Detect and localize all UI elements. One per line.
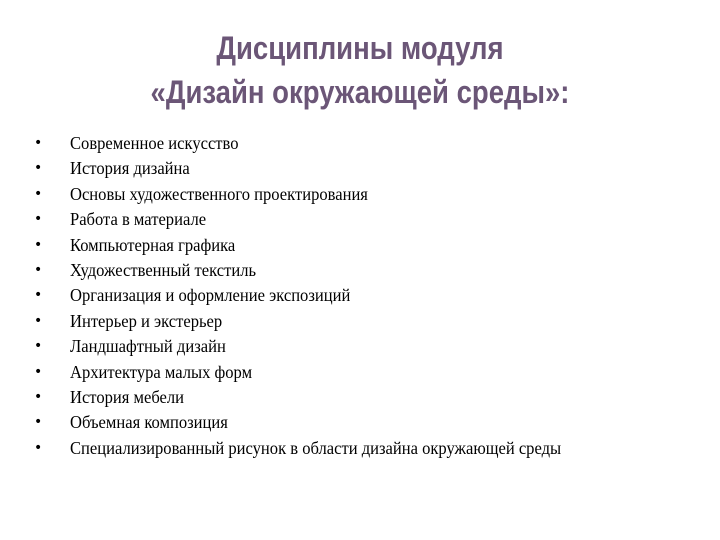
bullet-icon: • — [34, 363, 43, 380]
list-item-text: Архитектура малых форм — [70, 361, 253, 382]
bullet-icon: • — [34, 287, 43, 304]
list-item-text: Организация и оформление экспозиций — [70, 285, 351, 306]
bullet-icon: • — [34, 338, 43, 355]
list-item-text: Ландшафтный дизайн — [70, 336, 226, 357]
slide-title-line-2: «Дизайн окружающей среды»: — [150, 74, 570, 110]
bullet-icon: • — [34, 312, 43, 329]
bullet-icon: • — [34, 160, 43, 177]
list-item — [34, 182, 674, 207]
bullet-icon: • — [34, 135, 43, 151]
list-item — [34, 385, 674, 410]
list-item-text: История дизайна — [70, 158, 190, 179]
list-item-text: Специализированный рисунок в области дизайна окружающей среды — [70, 437, 562, 458]
bullet-icon: • — [34, 439, 43, 456]
bullet-icon: • — [34, 211, 43, 228]
list-item — [34, 283, 674, 308]
list-item — [34, 436, 674, 461]
list-item-text: Современное искусство — [70, 133, 239, 153]
list-item — [34, 258, 674, 283]
list-item — [34, 233, 674, 258]
bullet-icon: • — [34, 414, 43, 431]
list-item-text: Компьютерная графика — [70, 234, 236, 255]
list-item — [34, 410, 674, 435]
discipline-list — [34, 131, 674, 461]
list-item-text: История мебели — [70, 387, 185, 408]
list-item-text: Работа в материале — [70, 209, 207, 230]
bullet-icon: • — [34, 389, 43, 406]
slide-title — [68, 26, 653, 114]
list-item — [34, 309, 674, 334]
list-item — [34, 131, 674, 156]
slide-title-line-1: Дисциплины модуля — [216, 30, 504, 66]
list-item-text: Интерьер и экстерьер — [70, 310, 223, 331]
bullet-icon: • — [34, 236, 43, 253]
bullet-icon: • — [34, 185, 43, 202]
list-item — [34, 207, 674, 232]
list-item-text: Художественный текстиль — [70, 260, 257, 281]
bullet-icon: • — [34, 262, 43, 279]
list-item — [34, 156, 674, 181]
list-item-text: Объемная композиция — [70, 412, 228, 433]
list-item — [34, 334, 674, 359]
list-item-text: Основы художественного проектирования — [70, 183, 368, 204]
list-item — [34, 360, 674, 385]
